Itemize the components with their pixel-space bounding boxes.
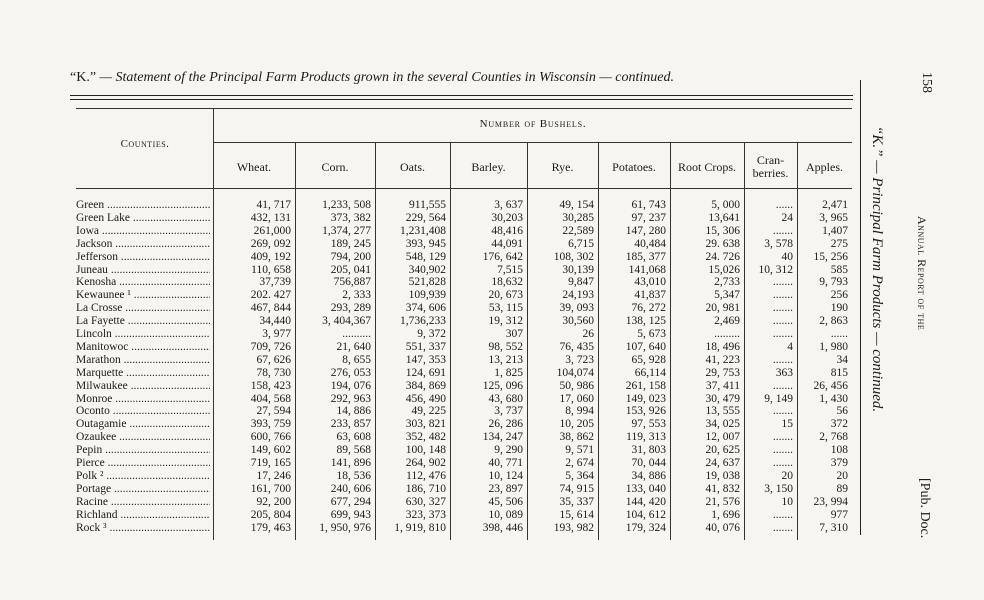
table-cell: 293, 289 [330,302,371,315]
side-caption: “K.” — Principal Farm Products — continued. [869,126,885,413]
table-cell: 384, 869 [405,379,446,392]
table-title [70,70,860,86]
doc-label: [Pub. Doc. [917,478,932,539]
table-cell: 41, 717 [256,199,291,211]
title-text: — Statement of the Principal Farm Products grown in the several Counties in Wisconsin — continued. [96,70,675,85]
table-cell: ....... [772,444,793,457]
table-cell: 27, 594 [256,405,291,418]
table-cell: 44,091 [491,237,523,250]
table-cell: 124, 691 [405,366,446,379]
table-cell: 15, 256 [813,250,848,263]
table-cell: 67, 626 [256,353,291,366]
table-cell: 50, 986 [559,379,594,392]
column-separator [450,142,451,540]
table-cell: 40, 076 [705,521,740,534]
county-name: Green ..... [76,199,210,212]
table-cell: 10, 124 [488,469,523,482]
table-cell: 26, 286 [488,418,523,431]
table-cell: 149, 023 [625,392,666,405]
table-cell: 1,374, 277 [322,224,371,237]
table-cell: 100, 148 [405,444,446,457]
county-name: Marathon ..... [76,354,210,367]
table-cell: 153, 926 [625,405,666,418]
table-cell: 12, 007 [705,431,740,444]
table-cell: 22,589 [562,224,594,237]
table-cell: 149, 602 [250,444,291,457]
table-cell: 398, 446 [482,521,523,534]
county-name: La Crosse ..... [76,302,210,315]
table-cell: 10, 089 [488,508,523,521]
table-cell: 1, 950, 976 [319,521,371,534]
table-cell: 186, 710 [405,482,446,495]
table-cell: ....... [772,405,793,418]
table-cell: 108, 302 [553,250,594,263]
table-cell: 323, 373 [405,508,446,521]
table-cell: 4 [787,340,793,353]
table-cell: 9,847 [568,276,594,289]
table-cell: 379 [830,457,848,469]
table-cell: 404, 568 [250,392,291,405]
table-cell: 307 [505,328,523,340]
table-cell: 269, 092 [250,237,291,250]
table-cell: 161, 700 [250,482,291,495]
table-cell: 24. 726 [705,250,740,263]
table-cell: 9, 571 [565,444,594,457]
table-cell: 190 [830,302,848,315]
bushels-group-heading: Number of Bushels. [479,118,587,130]
table-cell: 30,285 [562,211,594,224]
table-cell: 45, 506 [488,495,523,508]
page-number: 158 [919,72,934,93]
table-cell: 3, 737 [494,405,523,418]
table-cell: 9, 793 [819,276,848,289]
column-separator [797,142,798,540]
table-cell: 40,484 [634,237,666,250]
table-cell: 794, 200 [330,250,371,263]
table-cell: 98, 552 [488,340,523,353]
table-cell: ....... [772,353,793,366]
table-cell: 1,736,233 [400,315,446,328]
table-cell: 1, 430 [819,392,848,405]
table-cell: 78, 730 [256,366,291,379]
table-cell: ......... [714,328,740,340]
table-cell: .......... [342,328,371,340]
county-name: Polk ² ..... [76,470,210,483]
table-cell: 19, 038 [705,469,740,482]
table-cell: ....... [772,289,793,302]
table-cell: 48,416 [491,224,523,237]
table-cell: 911,555 [409,199,446,211]
table-cell: 15, 306 [705,224,740,237]
column-header: Cran-berries. [752,153,789,180]
margin-rule [860,80,861,535]
table-cell: 1, 980 [819,340,848,353]
column-header: Apples. [806,159,843,174]
table-cell: 10, 205 [559,418,594,431]
county-name: Marquette ..... [76,367,210,380]
county-name: Jefferson ..... [76,251,210,264]
table-cell: ....... [772,521,793,534]
table-cell: 43,010 [634,276,666,289]
table-cell: 61, 743 [631,199,666,211]
county-name: Outagamie ..... [76,418,210,431]
table-cell: 15,026 [708,263,740,276]
table-cell: 89 [836,482,848,495]
table-cell: 70, 044 [631,457,666,469]
table-cell: 76, 272 [631,302,666,315]
column-header: Barley. [471,159,506,174]
table-cell: 409, 192 [250,250,291,263]
table-cell: 1,233, 508 [322,199,371,211]
table-cell: 34, 886 [631,469,666,482]
table-cell: 23, 994 [813,495,848,508]
table-cell: 13,641 [708,211,740,224]
table-cell: 2, 768 [819,431,848,444]
table-cell: 17, 246 [256,469,291,482]
table-cell: 630, 327 [405,495,446,508]
table-cell: 756,887 [333,276,371,289]
table-cell: 56 [836,405,848,418]
county-name: Pierce ..... [76,457,210,470]
title-rule-1 [70,95,853,96]
table-cell: 1, 696 [711,508,740,521]
county-name: Monroe ..... [76,393,210,406]
table-cell: 26 [582,328,594,340]
table-cell: 276, 053 [330,366,371,379]
table-cell: 432, 131 [250,211,291,224]
table-cell: 30,139 [562,263,594,276]
table-cell: 393, 945 [405,237,446,250]
county-name: Jackson ..... [76,238,210,251]
table-cell: 147, 353 [405,353,446,366]
county-name: Pepin ..... [76,444,210,457]
table-cell: 815 [830,366,848,379]
table-cell: 2,471 [822,199,848,211]
table-cell: 3, 404,367 [322,315,371,328]
column-header: Root Crops. [677,159,736,174]
county-name: Manitowoc ..... [76,341,210,354]
table-cell: 41, 832 [705,482,740,495]
county-name: La Fayette ..... [76,315,210,328]
table-cell: ....... [772,431,793,444]
title-rule-2 [70,99,853,100]
table-cell: 3, 977 [262,328,291,340]
table-cell: 49, 225 [411,405,446,418]
table-cell: 585 [830,263,848,276]
column-separator [295,142,296,540]
table-cell: 7,515 [497,263,523,276]
table-cell: 41, 223 [705,353,740,366]
table-cell: 24, 637 [705,457,740,469]
table-cell: 29, 753 [705,366,740,379]
table-cell: 3, 965 [819,211,848,224]
table-cell: 2, 333 [342,289,371,302]
group-rule [213,142,852,143]
table-cell: 677, 294 [330,495,371,508]
table-cell: 29. 638 [705,237,740,250]
table-cell: 18, 536 [336,469,371,482]
table-cell: 40 [781,250,793,263]
table-cell: 133, 040 [625,482,666,495]
table-cell: 26, 456 [813,379,848,392]
table-cell: 340,902 [408,263,446,276]
table-cell: 24 [781,211,793,224]
table-cell: 18,632 [491,276,523,289]
table-cell: 65, 928 [631,353,666,366]
table-cell: 134, 247 [482,431,523,444]
table-cell: 125, 096 [482,379,523,392]
table-cell: 13, 555 [705,405,740,418]
table-cell: 104, 612 [625,508,666,521]
table-cell: 43, 680 [488,392,523,405]
table-cell: 393, 759 [250,418,291,431]
table-cell: ....... [772,379,793,392]
table-cell: 229, 564 [405,211,446,224]
table-cell: 5, 000 [711,199,740,211]
table-cell: 66,114 [634,366,666,379]
table-cell: 15, 614 [559,508,594,521]
table-cell: 193, 982 [553,521,594,534]
table-cell: 34 [836,353,848,366]
table-cell: 176, 642 [482,250,523,263]
table-cell: 719, 165 [250,457,291,469]
table-cell: ....... [772,224,793,237]
table-cell: 194, 076 [330,379,371,392]
table-cell: 2,469 [714,315,740,328]
table-cell: 292, 963 [330,392,371,405]
table-cell: 19, 312 [488,315,523,328]
table-cell: 34,440 [259,315,291,328]
table-cell: 104,074 [556,366,594,379]
table-cell: 24,193 [562,289,594,302]
column-separator [670,142,671,540]
header-bottom-rule [76,188,852,189]
table-cell: 9, 372 [417,328,446,340]
table-cell: 41,837 [634,289,666,302]
table-cell: 38, 862 [559,431,594,444]
county-name: Lincoln ..... [76,328,210,341]
table-cell: 600, 766 [250,431,291,444]
table-cell: 18, 496 [705,340,740,353]
table-cell: 303, 821 [405,418,446,431]
table-cell: 76, 435 [559,340,594,353]
table-cell: 352, 482 [405,431,446,444]
table-cell: 1,407 [822,224,848,237]
county-name: Racine ..... [76,496,210,509]
table-cell: 8, 655 [342,353,371,366]
table-cell: ....... [772,302,793,315]
column-header: Corn. [321,159,349,174]
county-name: Ozaukee ..... [76,431,210,444]
county-name: Green Lake ..... [76,212,210,225]
table-cell: ....... [772,457,793,469]
table-cell: 20, 673 [488,289,523,302]
table-cell: 34, 025 [705,418,740,431]
table-cell: 97, 237 [631,211,666,224]
table-cell: 20, 981 [705,302,740,315]
table-cell: 53, 115 [488,302,523,315]
column-header: Oats. [400,159,425,174]
table-cell: 240, 606 [330,482,371,495]
table-cell: 23, 897 [488,482,523,495]
table-cell: 3, 637 [494,199,523,211]
table-cell: 9, 149 [764,392,793,405]
column-separator [527,142,528,540]
table-cell: 10 [781,495,793,508]
table-cell: 40, 771 [488,457,523,469]
table-cell: 20 [836,469,848,482]
table-cell: 110, 658 [251,263,291,276]
table-cell: 256 [830,289,848,302]
table-cell: 30,560 [562,315,594,328]
column-header: Rye. [551,159,574,174]
table-cell: ....... [772,508,793,521]
table-cell: 372 [830,418,848,431]
table-cell: 92, 200 [256,495,291,508]
table-cell: 261,000 [253,224,291,237]
table-cell: 20, 625 [705,444,740,457]
table-cell: 20 [781,469,793,482]
column-header: Potatoes. [612,159,656,174]
table-cell: 7, 310 [819,521,848,534]
table-cell: ...... [830,328,848,340]
table-cell: 189, 245 [330,237,371,250]
table-cell: 37, 411 [705,379,740,392]
table-cell: 2, 863 [819,315,848,328]
title-quote: “K.” [70,70,97,85]
table-cell: 5, 364 [565,469,594,482]
header-top-rule [76,108,852,109]
table-cell: 8, 994 [565,405,594,418]
county-name: Juneau ..... [76,264,210,277]
table-cell: 1, 919, 810 [394,521,446,534]
table-cell: 261, 158 [625,379,666,392]
table-cell: 363 [775,366,793,379]
table-cell: 109,939 [408,289,446,302]
table-cell: 112, 476 [406,469,446,482]
table-cell: 1,231,408 [400,224,446,237]
county-name: Kewaunee ¹ ..... [76,289,210,302]
column-separator [598,142,599,540]
table-cell: 5, 673 [637,328,666,340]
county-name: Kenosha ..... [76,276,210,289]
table-cell: 35, 337 [559,495,594,508]
column-separator [744,142,745,540]
table-cell: 2,733 [714,276,740,289]
table-cell: 13, 213 [488,353,523,366]
table-cell: 97, 553 [631,418,666,431]
table-cell: 10, 312 [758,263,793,276]
table-cell: 14, 886 [336,405,371,418]
table-cell: 3, 578 [764,237,793,250]
county-name: Richland ..... [76,509,210,522]
table-cell: 1, 825 [494,366,523,379]
table-cell: 119, 313 [626,431,666,444]
table-cell: 89, 568 [336,444,371,457]
table-cell: 202. 427 [250,289,291,302]
table-cell: 456, 490 [405,392,446,405]
table-cell: 141,068 [628,263,666,276]
table-cell: ....... [772,315,793,328]
table-cell: 264, 902 [405,457,446,469]
table-cell: 31, 803 [631,444,666,457]
table-cell: 144, 420 [625,495,666,508]
table-cell: 205, 041 [330,263,371,276]
table-cell: ....... [772,328,793,340]
column-header: Wheat. [236,159,272,174]
table-cell: 467, 844 [250,302,291,315]
table-cell: 158, 423 [250,379,291,392]
table-cell: 108 [830,444,848,457]
table-cell: 374, 606 [405,302,446,315]
table-cell: 275 [830,237,848,250]
table-cell: 521,828 [408,276,446,289]
table-cell: 3, 150 [764,482,793,495]
table-cell: 21, 576 [705,495,740,508]
table-cell: 30,203 [491,211,523,224]
table-cell: 15 [781,418,793,431]
table-cell: 373, 382 [330,211,371,224]
table-cell: 551, 337 [405,340,446,353]
running-header: Annual Report of the [915,216,929,331]
table-cell: 699, 943 [330,508,371,521]
table-cell: 3, 723 [565,353,594,366]
table-cell: 977 [830,508,848,521]
county-name: Milwaukee ..... [76,380,210,393]
county-name: Iowa ..... [76,225,210,238]
table-cell: 6,715 [568,237,594,250]
table-cell: 709, 726 [250,340,291,353]
table-cell: 205, 804 [250,508,291,521]
table-cell: 74, 915 [559,482,594,495]
table-cell: 233, 857 [330,418,371,431]
table-cell: 49, 154 [559,199,594,211]
table-cell: 548, 129 [405,250,446,263]
table-cell: 30, 479 [705,392,740,405]
county-name: Oconto ..... [76,405,210,418]
table-cell: 141, 896 [330,457,371,469]
county-name: Rock ³ ..... [76,522,210,535]
table-cell: ....... [772,276,793,289]
table-cell: 185, 377 [625,250,666,263]
table-cell: 63, 608 [336,431,371,444]
table-cell: 39, 093 [559,302,594,315]
county-name: Portage ..... [76,483,210,496]
table-cell: 147, 280 [625,224,666,237]
table-cell: 5,347 [714,289,740,302]
table-cell: 17, 060 [559,392,594,405]
table-cell: 107, 640 [625,340,666,353]
table-cell: 37,739 [259,276,291,289]
table-cell: ...... [775,199,793,211]
table-cell: 179, 463 [250,521,291,534]
column-separator [375,142,376,540]
table-cell: 2, 674 [565,457,594,469]
table-cell: 138, 125 [625,315,666,328]
table-cell: 21, 640 [336,340,371,353]
table-cell: 9, 290 [494,444,523,457]
table-cell: 179, 324 [625,521,666,534]
counties-heading: Counties. [120,138,170,150]
